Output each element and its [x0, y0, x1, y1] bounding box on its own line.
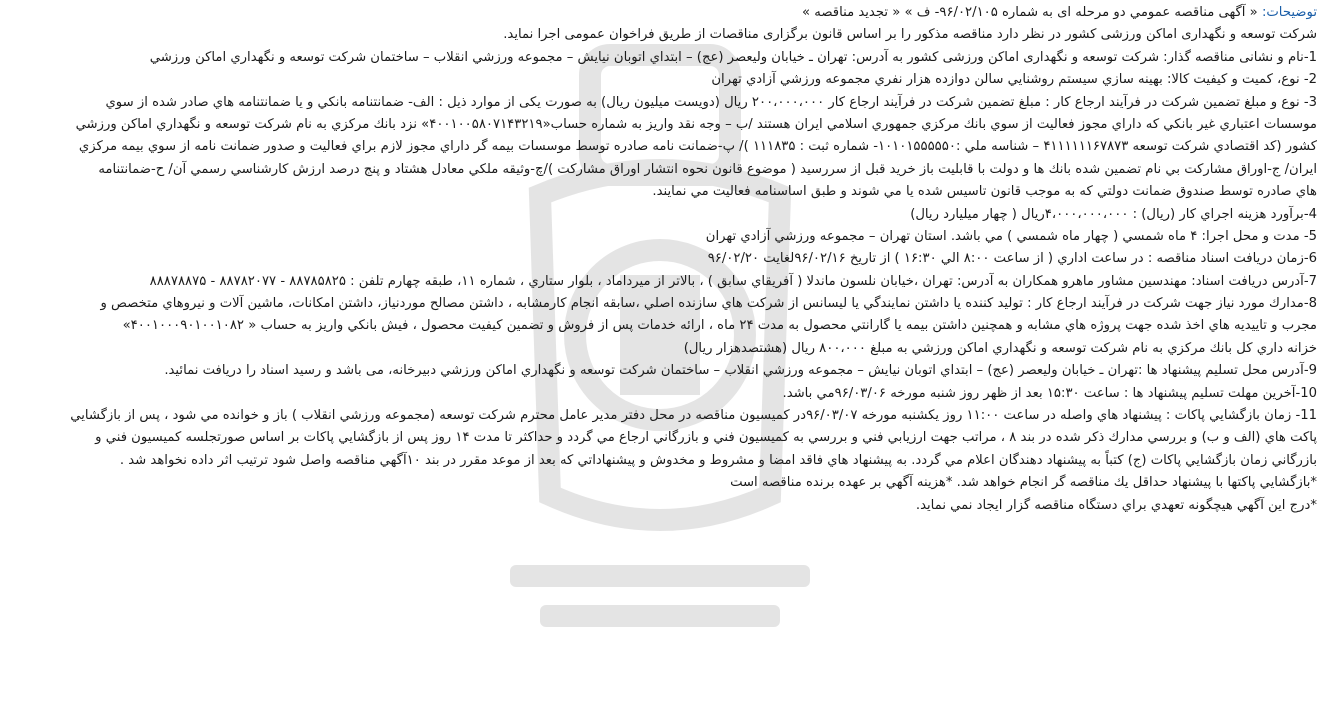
- item-11-opening: 11- زمان بازگشايي پاكات : پيشنهاد هاي واصله در ساعت ۱۱:۰۰ روز يكشنبه مورخه ۹۶/۰۳/۰۷در كميسيون مناقصه در محل دفتر مدير عامل محترم شركت توسعه (مجموعه ورزشي انقلاب ) باز و خوانده مي شود ، پس از بازگشايي: [70, 408, 1317, 424]
- item-8-requirements-cont-1: مجرب و تاييديه هاي اخذ شده جهت پروژه هاي مشابه و همچنين داشتن بيمه يا گارانتي محصول به مدت ۲۴ ماه ، ارائه خدمات پس از فروش و تضمين كيفيت محصول ، فيش بانكي واريز به حساب « ۴۰۰۱۰۰۰۹۰۱۰۰۱۰۸۲»: [122, 318, 1317, 334]
- document-header: [6, 2, 1317, 24]
- item-8-requirements-cont-2: خزانه داري كل بانك مركزي به نام شركت توسعه و نگهداري اماكن ورزشي به مبلغ ۸۰۰،۰۰۰ ريال (هشتصدهزار ريال): [683, 340, 1317, 356]
- item-10-deadline: 10-آخرين مهلت تسليم پيشنهاد ها : ساعت ۱۵:۳۰ بعد از ظهر روز شنبه مورخه ۹۶/۰۳/۰۶مي باشد.: [782, 385, 1317, 401]
- item-8-requirements: 8-مدارك مورد نياز جهت شركت در فرآيند ارجاع كار : توليد كننده يا داشتن نمايندگي يا ليسانس از شركت هاي سازنده اصلي ،سابقه انجام كارمشابه ، داشتن مصالح موردنياز، داشتن امكانات، ماشين آلات و نيروهاي متخصص و: [100, 296, 1317, 312]
- item-6-document-time: 6-زمان دريافت اسناد مناقصه : در ساعت اداري ( از ساعت ۸:۰۰ الي ۱۶:۳۰ ) از تاريخ ۹۶/۰۲/۱۶لغايت ۹۶/۰۲/۲۰: [707, 251, 1317, 267]
- note-publication: *درج اين آگهي هيچگونه تعهدي براي دستگاه مناقصه گزار ايجاد نمي نمايد.: [915, 497, 1317, 513]
- item-2-goods: 2- نوع، کمیت و کیفیت کالا: بهينه سازي سيستم روشنايي سالن دوازده هزار نفري مجموعه ورزشي آزادي تهران: [711, 72, 1317, 88]
- item-3-guarantee: 3- نوع و مبلغ تضمین شرکت در فرآیند ارجاع کار : مبلغ تضمين شركت در فرآيند ارجاع کار ۲۰۰،۰۰۰،۰۰۰ ريال (دويست ميليون ريال) به صورت یکی از موارد ذیل : الف- ضمانتنامه بانكي و يا ضمانتنامه هاي صادر شده از سوي: [105, 94, 1317, 110]
- item-3-guarantee-cont-4: هاي صادره توسط صندوق ضمانت دولتي كه به موجب قانون تاسيس شده يا مي شوند و طبق اساسنامه فعاليت مي نمايند.: [652, 184, 1317, 200]
- item-3-guarantee-cont-1: موسسات اعتباري غير بانكي كه داراي مجوز فعاليت از سوي بانك مركزي جمهوري اسلامي ايران هستند /ب – وجه نقد واريز به شماره حساب«۴۰۰۱۰۰۵۸۰۷۱۴۳۲۱۹» نزد بانك مركزي به نام شركت توسعه و نگهداري اماكن ورزشي: [75, 116, 1317, 132]
- item-7-document-address: 7-آدرس دريافت اسناد: مهندسين مشاور ماهرو همكاران به آدرس: تهران ،خيابان نلسون ماندلا ( آفريقاي سابق ) ، بالاتر از ميرداماد ، بلوار ستاري ، شماره ۱۱، طبقه چهارم تلفن : ۸۸۷۸۵۸۲۵ - ۸۸۷۸۲۰۷۷ - ۸۸۸۷۸۸۷۵: [149, 273, 1317, 289]
- document-title: « آگهی مناقصه عمومي دو مرحله ای به شماره ۹۶/۰۲/۱۰۵- ف » « تجديد مناقصه »: [802, 5, 1258, 20]
- description-label: توضیحات:: [1261, 5, 1317, 20]
- item-11-opening-cont-2: بازرگاني زمان بازگشايي پاكات (ج) كتباً به پيشنهاد دهندگان اعلام مي گردد. به پيشنهاد هاي فاقد امضا و مشروط و مخدوش و پيشنهاداتي كه بعد از موعد مقرر در بند ۱۰آگهي مناقصه واصل شود ترتيب اثر داده نخواهد شد .: [119, 452, 1317, 468]
- item-3-guarantee-cont-2: كشور (كد اقتصادي شركت توسعه ۴۱۱۱۱۱۱۶۷۸۷۳ – شناسه ملي :۱۰۱۰۱۵۵۵۵۵۰- شماره ثبت : ۱۱۱۸۳۵ )/ پ-ضمانت نامه صادره توسط موسسات بيمه گر داراي مجوز لازم براي فعاليت و صدور ضمانت نامه از سوي بيمه مركزي: [78, 139, 1317, 155]
- item-3-guarantee-cont-3: ايران/ ج-اوراق مشاركت بي نام تضمين شده بانك ها و دولت با قابليت باز خريد قبل از سررسيد ( موضوع قانون نحوه انتشار اوراق مشاركت )/چ-وثيقه ملكي معادل هشتاد و پنج درصد ارزش كارشناسي رسمي آن/ ح-ضمانتنامه: [98, 161, 1317, 177]
- item-11-opening-cont-1: پاكت هاي (الف و ب) و بررسي مدارك ذكر شده در بند ۸ ، مراتب جهت ارزيابي فني و بررسي به كميسيون فني و بازرگاني ارجاع مي گردد و حداكثر تا مدت ۱۴ روز پس از بازگشايي پاكات بر اساس صورتجلسه كميسيون فني و: [95, 430, 1317, 446]
- item-5-duration: 5- مدت و محل اجرا: ۴ ماه شمسي ( چهار ماه شمسي ) مي باشد. استان تهران – مجموعه ورزشي آزادي تهران: [705, 228, 1317, 244]
- item-9-submission-address: 9-آدرس محل تسليم پيشنهاد ها :تهران ـ خیابان ولیعصر (عج) – ابتداي اتوبان نيايش – مجموعه ورزشي انقلاب – ساختمان شركت توسعه و نگهداري اماكن ورزشي دبيرخانه، می باشد و رسيد اسناد را دريافت نمائيد.: [164, 363, 1317, 379]
- note-opening: *بازگشايي پاكتها با پيشنهاد حداقل يك مناقصه گر انجام خواهد شد. *هزينه آگهي بر عهده برنده مناقصه است: [730, 475, 1317, 491]
- item-4-estimate: 4-برآورد هزينه اجراي كار (ريال) : ۴،۰۰۰،۰۰۰،۰۰۰ريال ( چهار ميليارد ريال): [910, 206, 1317, 222]
- item-1-organizer: 1-نام و نشانی مناقصه گذار: شرکت توسعه و نگهداری اماکن ورزشی کشور به آدرس: تهران ـ خیابان ولیعصر (عج) – ابتداي اتوبان نيايش – مجموعه ورزشي انقلاب – ساختمان شركت توسعه و نگهداري اماكن ورزشي: [149, 49, 1317, 65]
- intro-text: شرکت توسعه و نگهداری اماکن ورزشی کشور در نظر دارد مناقصه مذکور را بر اساس قانون برگزاری مناقصات از طریق فراخوان عمومی اجرا نماید.: [503, 27, 1317, 43]
